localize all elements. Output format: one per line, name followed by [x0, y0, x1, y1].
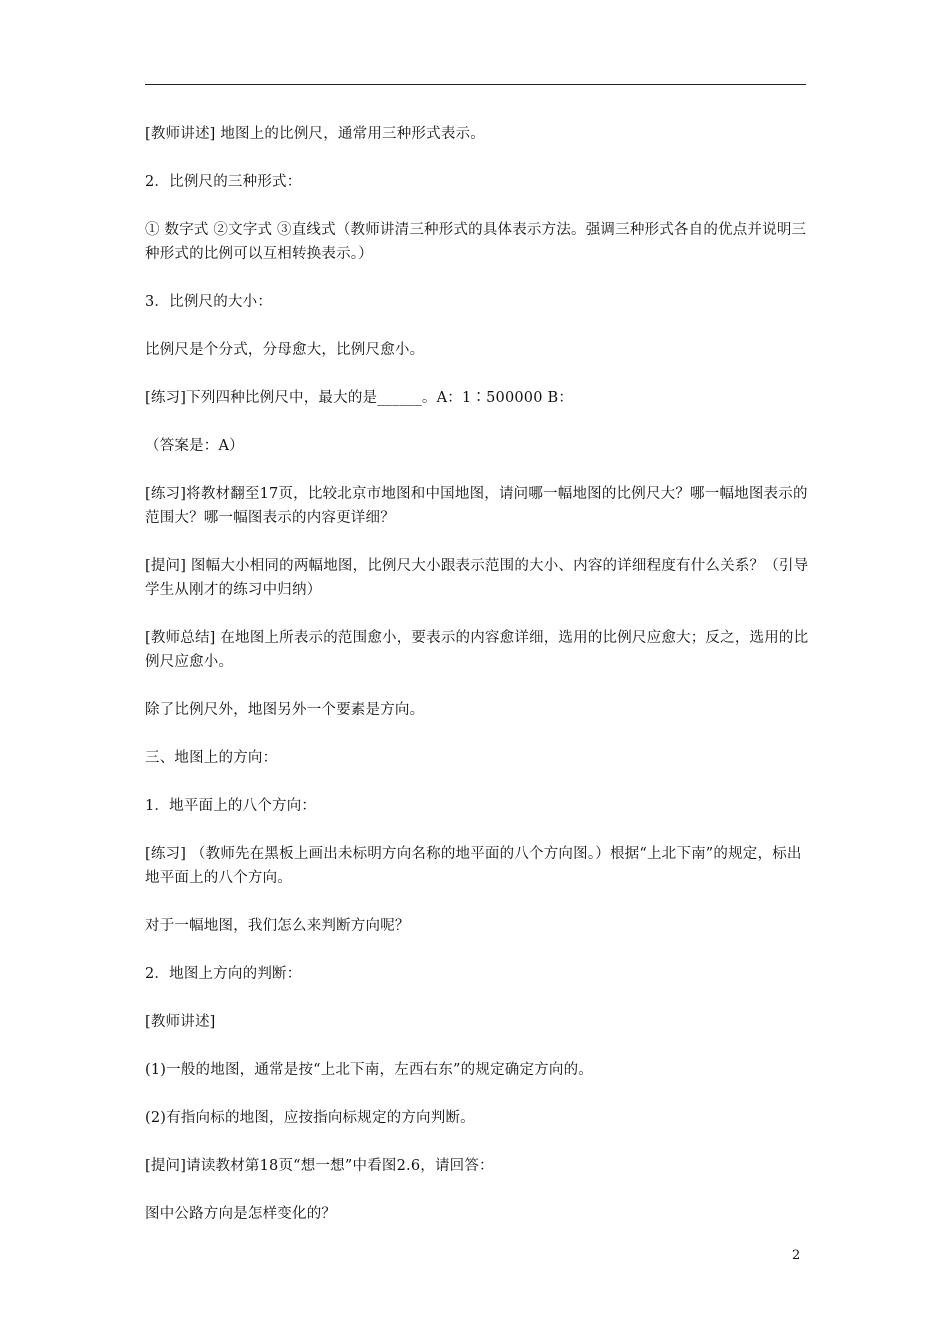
paragraph-heading-scale-forms: 2．比例尺的三种形式： [145, 174, 302, 190]
paragraph-teacher-summary: [教师总结] 在地图上所表示的范围愈小，要表示的内容愈详细，选用的比例尺应愈大；反之，选用的比例尺应愈小。 [145, 630, 809, 670]
paragraph-scale-fraction: 比例尺是个分式，分母愈大，比例尺愈小。 [145, 342, 425, 358]
paragraph-question-textbook: [提问]请读教材第18页“想一想”中看图2.6，请回答： [145, 1158, 494, 1174]
paragraph-exercise-largest-scale: [练习]下列四种比例尺中，最大的是______。A：1∶500000 B： [145, 390, 574, 406]
paragraph-scale-forms-list: ① 数字式 ②文字式 ③直线式（教师讲清三种形式的具体表示方法。强调三种形式各自的优点并说明三种形式的比例可以互相转换表示。） [145, 222, 807, 262]
paragraph-teacher-narration-scale: [教师讲述] 地图上的比例尺，通常用三种形式表示。 [145, 126, 485, 142]
paragraph-rule-general-maps: (1)一般的地图，通常是按“上北下南，左西右东”的规定确定方向的。 [145, 1062, 593, 1078]
paragraph-answer: （答案是：A） [145, 438, 244, 454]
paragraph-heading-direction-judgement: 2．地图上方向的判断： [145, 966, 302, 982]
paragraph-question-scale-relation: [提问] 图幅大小相同的两幅地图，比例尺大小跟表示范围的大小、内容的详细程度有什么关系？（引导学生从刚才的练习中归纳） [145, 558, 809, 598]
paragraph-exercise-compare-maps: [练习]将教材翻至17页，比较北京市地图和中国地图，请问哪一幅地图的比例尺大？哪一幅地图表示的范围大？哪一幅图表示的内容更详细？ [145, 486, 808, 526]
paragraph-teacher-narration-direction: [教师讲述] [145, 1014, 216, 1030]
paragraph-exercise-eight-directions: [练习] （教师先在黑板上画出未标明方向名称的地平面的八个方向图。）根据“上北下南”的规定，标出地平面上的八个方向。 [145, 846, 802, 886]
paragraph-heading-scale-size: 3．比例尺的大小： [145, 294, 273, 310]
header-rule [145, 84, 806, 85]
paragraph-rule-compass-maps: (2)有指向标的地图，应按指向标规定的方向判断。 [145, 1110, 475, 1126]
paragraph-heading-eight-directions: 1．地平面上的八个方向： [145, 798, 317, 814]
page-number: 2 [792, 1248, 801, 1263]
paragraph-section-direction: 三、地图上的方向： [145, 750, 278, 766]
paragraph-direction-intro: 除了比例尺外，地图另外一个要素是方向。 [145, 702, 425, 718]
paragraph-direction-question: 对于一幅地图，我们怎么来判断方向呢？ [145, 918, 410, 934]
document-body [145, 122, 813, 1250]
paragraph-road-direction-question: 图中公路方向是怎样变化的？ [145, 1206, 337, 1222]
